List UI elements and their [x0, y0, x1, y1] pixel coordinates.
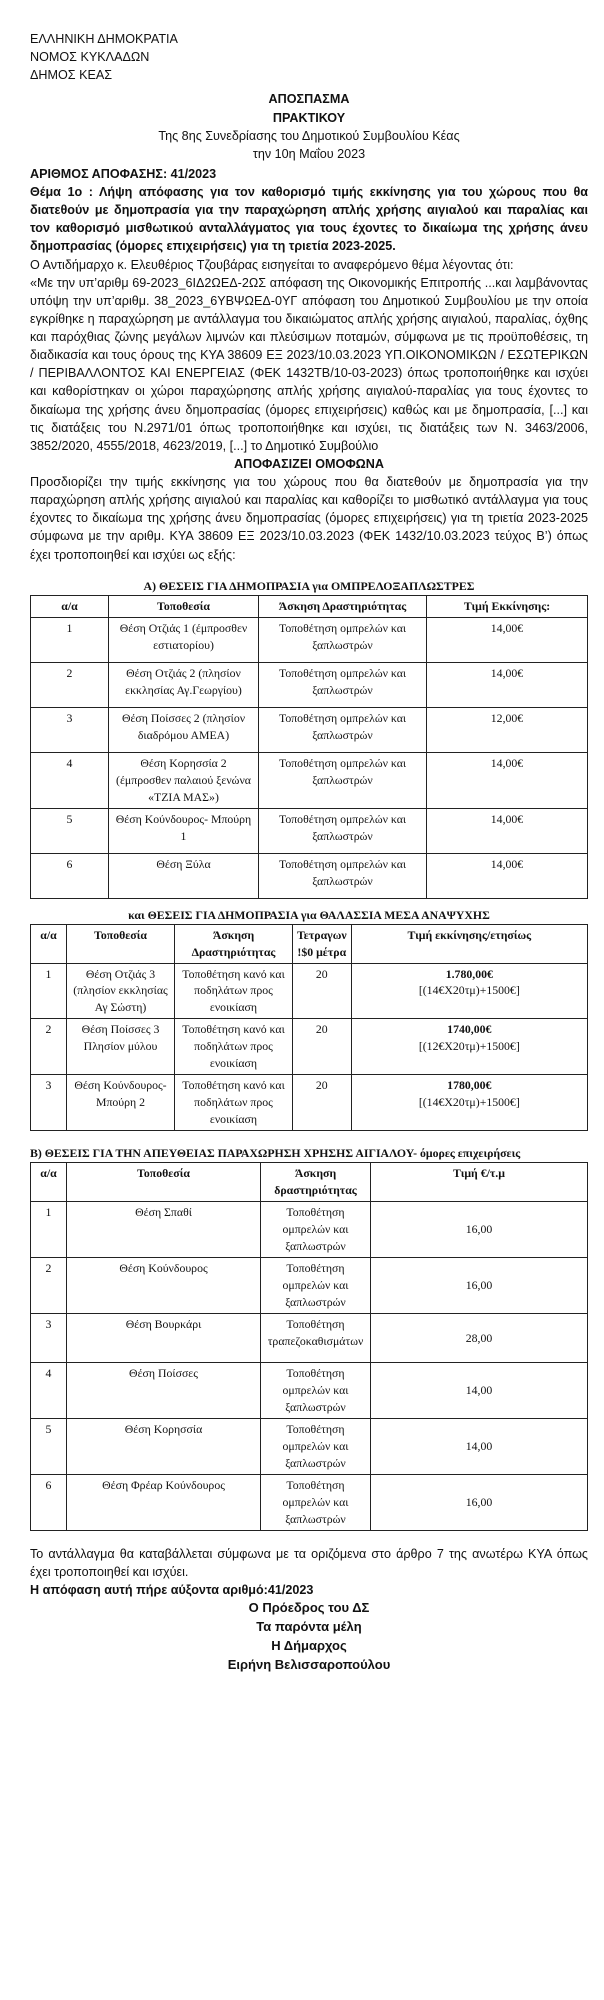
cell-activity: Τοποθέτηση κανό και ποδηλάτων προς ενοικίαση [175, 1019, 293, 1075]
cell-price: 16,00 [371, 1258, 588, 1314]
cell-location: Θέση Κούνδουρος- Μπούρη 2 [67, 1075, 175, 1131]
header-municipality: ΔΗΜΟΣ ΚΕΑΣ [30, 68, 113, 83]
title-minutes: ΠΡΑΚΤΙΚΟΥ [272, 110, 346, 125]
cell-index: 5 [31, 808, 109, 853]
cell-location: Θέση Σπαθί [67, 1202, 261, 1258]
header-cell: Τετραγων !$0 μέτρα [293, 924, 352, 963]
cell-price: 14,00€ [427, 853, 588, 898]
price-formula: [(14€Χ20τμ)+1500€] [418, 1095, 520, 1110]
header-cell: Άσκηση Δραστηριότητας [259, 595, 427, 617]
cell-price: 16,00 [371, 1475, 588, 1531]
title-session: Της 8ης Συνεδρίασης του Δημοτικού Συμβουλίου Κέας [158, 128, 460, 143]
cell-price [351, 1075, 587, 1131]
title-extract: ΑΠΟΣΠΑΣΜΑ [268, 92, 350, 107]
cell-location: Θέση Κορησσία [67, 1419, 261, 1475]
cell-activity: Τοποθέτηση ομπρελών και ξαπλωστρών [261, 1475, 371, 1531]
cell-index: 1 [31, 963, 67, 1019]
table-row [31, 1363, 588, 1419]
cell-price [351, 963, 587, 1019]
cell-price: 14,00€ [427, 808, 588, 853]
cell-index: 4 [31, 752, 109, 808]
price-amount: 1740,00€ [447, 1022, 492, 1037]
table-row [31, 1419, 588, 1475]
table-row [31, 1019, 588, 1075]
cell-index: 2 [31, 1019, 67, 1075]
cell-location: Θέση Κούνδουρος [67, 1258, 261, 1314]
cell-activity: Τοποθέτηση ομπρελών και ξαπλωστρών [259, 808, 427, 853]
header-cell: α/α [31, 924, 67, 963]
cell-location: Θέση Ξύλα [109, 853, 259, 898]
price-formula: [(12€Χ20τμ)+1500€] [418, 1039, 520, 1054]
table-row [31, 662, 588, 707]
header-cell: Τοποθεσία [109, 595, 259, 617]
cell-location: Θέση Ποίσσες [67, 1363, 261, 1419]
cell-activity: Τοποθέτηση ομπρελών και ξαπλωστρών [261, 1419, 371, 1475]
table-b-caption: Β) ΘΕΣΕΙΣ ΓΙΑ ΤΗΝ ΑΠΕΥΘΕΙΑΣ ΠΑΡΑΧΩΡΗΣΗ ΧΡΗΣΗΣ ΑΙΓΙΑΛΟΥ- όμορες επιχειρήσεις [30, 1146, 521, 1161]
cell-index: 2 [31, 662, 109, 707]
cell-index: 3 [31, 1075, 67, 1131]
decision-number: ΑΡΙΘΜΟΣ ΑΠΟΦΑΣΗΣ: 41/2023 [30, 166, 217, 181]
cell-area: 20 [293, 963, 352, 1019]
cell-price: 14,00€ [427, 662, 588, 707]
cell-activity: Τοποθέτηση ομπρελών και ξαπλωστρών [261, 1363, 371, 1419]
table-row [31, 1475, 588, 1531]
table-b-header [31, 1163, 588, 1202]
cell-index: 1 [31, 1202, 67, 1258]
header-cell: Τιμή εκκίνησης/ετησίως [351, 924, 587, 963]
cell-index: 4 [31, 1363, 67, 1419]
table-a-header [31, 595, 588, 617]
table-a-section [30, 578, 588, 899]
table-row [31, 1202, 588, 1258]
header-country: ΕΛΛΗΝΙΚΗ ΔΗΜΟΚΡΑΤΙΑ [30, 32, 178, 46]
cell-price: 12,00€ [427, 707, 588, 752]
issuer-header [30, 30, 588, 84]
cell-area: 20 [293, 1019, 352, 1075]
table-row [31, 853, 588, 898]
header-prefecture: ΝΟΜΟΣ ΚΥΚΛΑΔΩΝ [30, 50, 150, 65]
cell-activity: Τοποθέτηση κανό και ποδηλάτων προς ενοικίαση [175, 1075, 293, 1131]
header-cell: Τοποθεσία [67, 924, 175, 963]
table-a2-section [30, 907, 588, 1132]
decision-heading: ΑΠΟΦΑΣΙΖΕΙ ΟΜΟΦΩΝΑ [234, 456, 384, 471]
cell-location: Θέση Ποίσσες 3 Πλησίον μύλου [67, 1019, 175, 1075]
intro-text: Ο Αντιδήμαρχο κ. Ελευθέριος Τζουβάρας εισηγείται το αναφερόμενο θέμα λέγοντας ότι: [30, 257, 514, 272]
cell-price [351, 1019, 587, 1075]
subject: Θέμα 1ο : Λήψη απόφασης για τον καθορισμό τιμής εκκίνησης για του χώρους που θα διατεθούν με δημοπρασία για την παραχώρηση απλής χρήσης αιγιαλού και παραλίας και τον καθορισμό μισθωτικού ανταλλάγματος για τους έχοντες το δικαίωμα της χρήσης άνευ δημοπρασίας (όμορες επιχειρήσεις) για τη τριετία 2023-2025. [30, 185, 588, 254]
header-cell: α/α [31, 595, 109, 617]
cell-index: 6 [31, 853, 109, 898]
cell-activity: Τοποθέτηση ομπρελών και ξαπλωστρών [259, 853, 427, 898]
signature-mayor-name: Ειρήνη Βελισσαροπούλου [227, 1656, 391, 1672]
price-amount: 1.780,00€ [445, 966, 493, 981]
cell-activity: Τοποθέτηση ομπρελών και ξαπλωστρών [259, 617, 427, 662]
table-row [31, 617, 588, 662]
cell-index: 3 [31, 707, 109, 752]
closing-text: Το αντάλλαγμα θα καταβάλλεται σύμφωνα με τα οριζόμενα στο άρθρο 7 της ανωτέρω ΚΥΑ όπως έχει τροποποιηθεί και ισχύει. [30, 1547, 588, 1580]
table-a2-header [31, 924, 588, 963]
header-cell: Τιμή Εκκίνησης: [427, 595, 588, 617]
cell-location: Θέση Οτζιάς 1 (έμπροσθεν εστιατορίου) [109, 617, 259, 662]
cell-price: 16,00 [371, 1202, 588, 1258]
cell-activity: Τοποθέτηση ομπρελών και ξαπλωστρών [259, 707, 427, 752]
price-formula: [(14€Χ20τμ)+1500€] [418, 983, 520, 998]
cell-location: Θέση Οτζιάς 3 (πλησίον εκκλησίας Αγ Σώστη) [67, 963, 175, 1019]
table-b [30, 1162, 588, 1531]
cell-price: 28,00 [371, 1314, 588, 1363]
cell-location: Θέση Ποίσσες 2 (πλησίον διαδρόμου ΑΜΕΑ) [109, 707, 259, 752]
cell-index: 2 [31, 1258, 67, 1314]
table-row [31, 1258, 588, 1314]
table-row [31, 1075, 588, 1131]
cell-activity: Τοποθέτηση ομπρελών και ξαπλωστρών [259, 752, 427, 808]
cell-activity: Τοποθέτηση κανό και ποδηλάτων προς ενοικίαση [175, 963, 293, 1019]
table-a-caption: Α) ΘΕΣΕΙΣ ΓΙΑ ΔΗΜΟΠΡΑΣΙΑ για ΟΜΠΡΕΛΟΞΑΠΛΩΣΤΡΕΣ [143, 578, 475, 593]
cell-index: 1 [31, 617, 109, 662]
cell-price: 14,00 [371, 1363, 588, 1419]
table-a2-caption: και ΘΕΣΕΙΣ ΓΙΑ ΔΗΜΟΠΡΑΣΙΑ για ΘΑΛΑΣΣΙΑ ΜΕΣΑ ΑΝΑΨΥΧΗΣ [128, 907, 490, 922]
cell-location: Θέση Κορησσία 2 (έμπροσθεν παλαιού ξενώνα «ΤΖΙΑ ΜΑΣ») [109, 752, 259, 808]
table-row [31, 963, 588, 1019]
header-cell: Άσκηση Δραστηριότητας [175, 924, 293, 963]
document-title [30, 90, 588, 163]
signatures [30, 1599, 588, 1674]
cell-price: 14,00€ [427, 752, 588, 808]
table-a [30, 595, 588, 899]
table-row [31, 752, 588, 808]
table-row [31, 1314, 588, 1363]
header-cell: α/α [31, 1163, 67, 1202]
cell-index: 3 [31, 1314, 67, 1363]
cell-index: 5 [31, 1419, 67, 1475]
title-date: την 10η Μαΐου 2023 [252, 146, 366, 161]
price-amount: 1780,00€ [447, 1078, 492, 1093]
cell-activity: Τοποθέτηση ομπρελών και ξαπλωστρών [261, 1258, 371, 1314]
signature-members: Τα παρόντα μέλη [256, 1619, 362, 1635]
header-cell: Τιμή €/τ.μ [371, 1163, 588, 1202]
table-a2 [30, 924, 588, 1132]
cell-location: Θέση Κούνδουρος- Μπούρη 1 [109, 808, 259, 853]
table-b-section [30, 1145, 588, 1531]
cell-price: 14,00 [371, 1419, 588, 1475]
cell-activity: Τοποθέτηση ομπρελών και ξαπλωστρών [261, 1202, 371, 1258]
cell-price: 14,00€ [427, 617, 588, 662]
table-row [31, 808, 588, 853]
cell-location: Θέση Φρέαρ Κούνδουρος [67, 1475, 261, 1531]
cell-area: 20 [293, 1075, 352, 1131]
cell-activity: Τοποθέτηση ομπρελών και ξαπλωστρών [259, 662, 427, 707]
header-cell: Τοποθεσία [67, 1163, 261, 1202]
body-text: «Με την υπ’αριθμ 69-2023_6ΙΔ2ΩΕΔ-2ΩΣ απόφαση της Οικονομικής Επιτροπής ...και λαμβάνοντας υπόψη την υπ’αριθμ. 38_2023_6ΥΒΨΩΕΔ-0ΥΓ απόφαση του Δημοτικού Συμβουλίου με την οποία εγκρίθηκε η παραχώρηση με αντάλλαγμα του δικαιώματος απλής χρήσης αιγιαλού, παραλίας, όχθης και παρόχθιας ζώνης μεγάλων λιμνών και πλεύσιμων ποταμών, σύμφωνα με τις προϋποθέσεις, τη διαδικασία και τους όρους της ΚΥΑ 38609 ΕΞ 2023/10.03.2023 ΥΠ.ΟΙΚΟΝΟΜΙΚΩΝ / ΕΣΩΤΕΡΙΚΩΝ / ΠΕΡΙΒΑΛΛΟΝΤΟΣ ΚΑΙ ΕΝΕΡΓΕΙΑΣ (ΦΕΚ 1432ΤΒ/10-03-2023) όπως τροποποιήθηκε και ισχύει και καθορίστηκαν οι χώροι παραχώρησης απλής χρήσης αιγιαλού-παραλίας για τους έχοντες το δικαίωμα της χρήσης άνευ δημοπρασίας (όμορες επιχειρήσεις) καθώς και με δημοπρασία, [...] και τις διατάξεις του Ν.2971/01 όπως τροποποιήθηκε και ισχύει, τις διατάξεις των Ν. 3463/2006, 3852/2020, 4555/2018, 4623/2019, [...] το Δημοτικό Συμβούλιο [30, 275, 588, 453]
table-row [31, 707, 588, 752]
cell-location: Θέση Οτζιάς 2 (πλησίον εκκλησίας Αγ.Γεωργίου) [109, 662, 259, 707]
closing-number: Η απόφαση αυτή πήρε αύξοντα αριθμό:41/2023 [30, 1583, 314, 1598]
signature-president: Ο Πρόεδρος του ΔΣ [248, 1600, 370, 1616]
cell-activity: Τοποθέτηση τραπεζοκαθισμάτων [261, 1314, 371, 1363]
cell-index: 6 [31, 1475, 67, 1531]
header-cell: Άσκηση δραστηριότητας [261, 1163, 371, 1202]
cell-location: Θέση Βουρκάρι [67, 1314, 261, 1363]
signature-mayor-title: Η Δήμαρχος [271, 1637, 347, 1653]
decision-text: Προσδιορίζει την τιμής εκκίνησης για του χώρους που θα διατεθούν με δημοπρασία για την παραχώρηση απλής χρήσης αιγιαλού και παραλίας και καθορίζει το μισθωτικό αντάλλαγμα για τους έχοντες το δικαίωμα της χρήσης άνευ δημοπρασίας (όμορες επιχειρήσεις) για τη τριετία 2023-2025 σύμφωνα με την αριθμ. ΚΥΑ 38609 ΕΞ 2023/10.03.2023 (ΦΕΚ 1432/10.03.2023 τεύχος Β’) όπως έχει τροποποιηθεί και ισχύει ως εξής: [30, 475, 588, 562]
